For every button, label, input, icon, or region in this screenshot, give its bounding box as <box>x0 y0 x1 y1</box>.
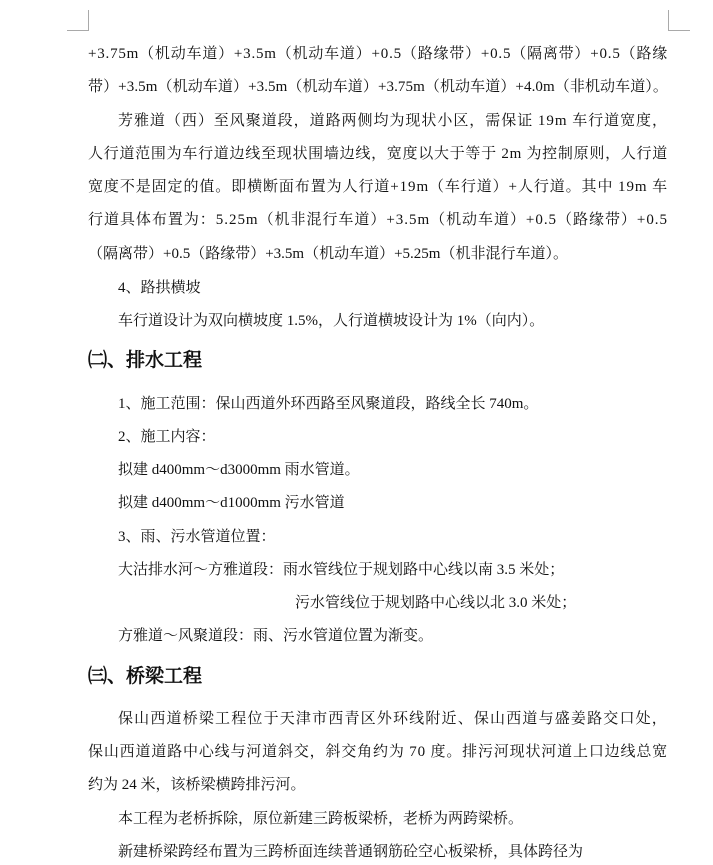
paragraph-line: 人行道范围为车行道边线至现状围墙边线，宽度以大于等于 2m 为控制原则，人行道 <box>88 146 668 162</box>
list-item-title: 2、施工内容： <box>118 429 216 445</box>
paragraph-line: 行道具体布置为：5.25m（机非混行车道）+3.5m（机动车道）+0.5（路缘带）+0.5 <box>88 212 668 228</box>
list-item-title: 4、路拱横坡 <box>118 280 201 296</box>
paragraph-line: 带）+3.5m（机动车道）+3.5m（机动车道）+3.75m（机动车道）+4.0m（非机动车道）。 <box>88 79 668 95</box>
paragraph-line: 新建桥梁跨经布置为三跨桥面连续普通钢筋砼空心板梁桥，具体跨径为 <box>118 844 584 860</box>
crop-mark-vertical <box>88 10 89 31</box>
paragraph-line: 车行道设计为双向横坡度 1.5%，人行道横坡设计为 1%（向内）。 <box>118 313 545 329</box>
paragraph-line: +3.75m（机动车道）+3.5m（机动车道）+0.5（路缘带）+0.5（隔离带）+0.5（路缘 <box>88 46 668 62</box>
crop-mark-horizontal <box>668 30 690 31</box>
paragraph-line: （隔离带）+0.5（路缘带）+3.5m（机动车道）+5.25m（机非混行车道）。 <box>88 246 568 262</box>
list-item: 拟建 d400mm～d1000mm 污水管道 <box>118 495 345 511</box>
paragraph-line: 芳雅道（西）至风聚道段，道路两侧均为现状小区，需保证 19m 车行道宽度， <box>118 113 668 129</box>
list-item-title: 3、雨、污水管道位置： <box>118 529 276 545</box>
section-heading-drainage: ㈡、排水工程 <box>88 350 203 371</box>
paragraph-line: 保山西道桥梁工程位于天津市西青区外环线附近、保山西道与盛姜路交口处， <box>118 711 668 727</box>
section-heading-bridge: ㈢、桥梁工程 <box>88 666 203 687</box>
crop-mark-vertical <box>668 10 669 31</box>
paragraph-line: 约为 24 米，该桥梁横跨排污河。 <box>88 777 306 793</box>
list-item: 大沽排水河～方雅道段：雨水管线位于规划路中心线以南 3.5 米处； <box>118 562 565 578</box>
list-item: 拟建 d400mm～d3000mm 雨水管道。 <box>118 462 360 478</box>
paragraph-line: 宽度不是固定的值。即横断面布置为人行道+19m（车行道）+人行道。其中 19m 车 <box>88 179 668 195</box>
paragraph-line: 本工程为老桥拆除，原位新建三跨板梁桥，老桥为两跨梁桥。 <box>118 811 524 827</box>
crop-mark-horizontal <box>67 30 89 31</box>
list-item: 污水管线位于规划路中心线以北 3.0 米处； <box>295 595 577 611</box>
list-item-scope: 1、施工范围：保山西道外环西路至风聚道段，路线全长 740m。 <box>118 396 539 412</box>
list-item: 方雅道～风聚道段：雨、污水管道位置为渐变。 <box>118 628 434 644</box>
paragraph-line: 保山西道道路中心线与河道斜交，斜交角约为 70 度。排污河现状河道上口边线总宽 <box>88 744 668 760</box>
